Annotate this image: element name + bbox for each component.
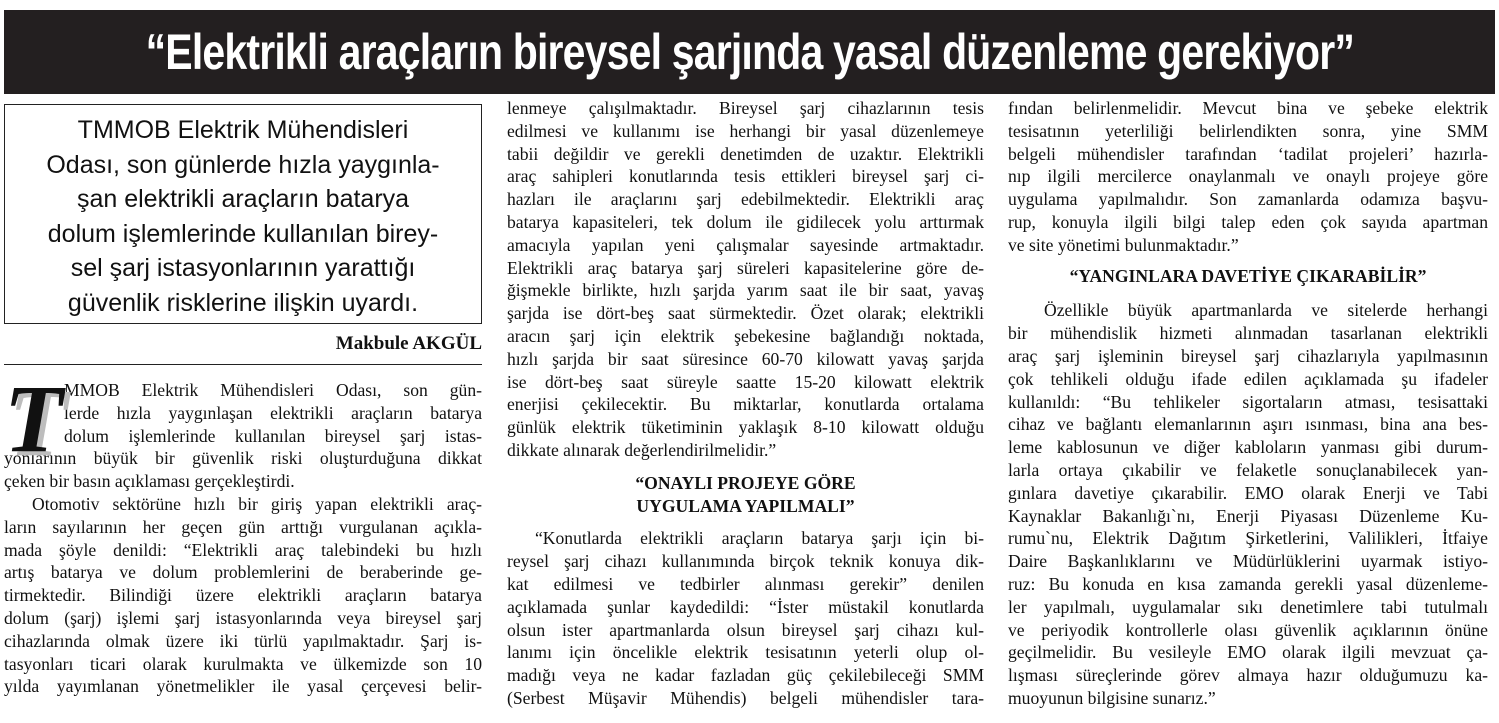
text-line: tesisatının yeterliliği belirlendikten sonra, yine SMM (1008, 120, 1488, 141)
text-line: muoyunun bilgisine sunarız.” (1008, 687, 1216, 708)
text-line: yılda yayımlanan yönetmelikler ile yasal çerçevesi belir- (4, 676, 482, 697)
text-line: Daire Başkanlıklarını ve Müdürlüklerini uyarmak istiyo- (1008, 551, 1488, 572)
text-line: yonlarının büyük bir güvenlik riski oluşturduğuna dikkat (4, 448, 482, 469)
text-line: ve periyodik kontrollerle olası güvenlik açıklarının önüne (1008, 619, 1488, 640)
lead-line: Odası, son günlerde hızla yaygınla- (46, 150, 440, 179)
text-line: reysel şarj cihazı kullanımında birçok teknik konuya dik- (507, 551, 984, 572)
drop-cap: T (4, 365, 63, 472)
column-2 (507, 97, 984, 710)
text-line: tabii değildir ve gerekli denetimden de uzaktır. Elektrikli (507, 143, 984, 164)
text-line: lenmeye çalışılmaktadır. Bireysel şarj cihazlarının tesis (507, 98, 984, 118)
lead-line: TMMOB Elektrik Mühendisleri (77, 116, 409, 144)
lead-line: şan elektrikli araçların batarya (76, 185, 410, 213)
text-line: larla ortaya çıkabilir ve felaketle sonuçlanabilecek yan- (1008, 459, 1488, 480)
text-line: lerde hızla yaygınlaşan elektrikli araçların batarya (64, 402, 482, 423)
text-line: hızlı şarjda bir saat süresince 60-70 kilowatt yavaş şarjda (507, 348, 984, 369)
subheading: UYGULAMA YAPILMALI” (636, 495, 855, 516)
text-line: rumu`nu, Elektrik Dağıtım Şirketlerini, Valilikleri, İtfaiye (1008, 528, 1488, 549)
text-line: günlük elektrik tüketiminin yaklaşık 8-10 kilowatt olduğu (507, 417, 984, 438)
text-line: artış batarya ve dolum problemlerini de beraberinde ge- (4, 562, 482, 583)
lead-line: dolum işlemlerinde kullanılan birey- (47, 219, 439, 248)
headline: “Elektrikli araçların bireysel şarjında yasal düzenleme gerekiyor” (145, 24, 1354, 80)
text-line: tasyonları ticari olarak kurulmakta ve ülkemizde son 10 (4, 653, 482, 674)
text-line: bir mühendislik hizmeti alınmadan tasarlanan elektrikli (1008, 323, 1488, 344)
text-line: madığı veya ne kadar fazladan güç çekilebileceği SMM (507, 665, 984, 686)
column-3 (1008, 97, 1488, 710)
text-line: ve site yönetimi bulunmaktadır.” (1008, 234, 1239, 255)
lead-box (4, 104, 482, 324)
text-line: amacıyla yapılan yeni çalışmalar sayesinde artmaktadır. (507, 234, 984, 255)
text-line: enerjisi çekilecektir. Bu miktarlar, konutlarda ortalama (507, 394, 984, 415)
text-line: ların sayılarının her geçen gün arttığı vurgulanan açıkla- (4, 516, 482, 537)
text-line: fından belirlenmelidir. Mevcut bina ve şebeke elektrik (1008, 98, 1488, 118)
text-line: Özellikle büyük apartmanlarda ve sitelerde herhangi (1044, 300, 1488, 321)
text-line: açıklamada şunlar kaydedildi: “İster müstakil konutlarda (507, 596, 984, 617)
text-line: (Serbest Müşavir Mühendis) belgeli mühendisler tara- (507, 687, 984, 708)
text-line: mada şöyle denildi: “Elektrikli araç talebindeki bu hızlı (4, 539, 482, 560)
divider (4, 364, 482, 365)
text-line: dikkate alınarak değerlendirilmelidir.” (507, 439, 777, 460)
text-line: belgeli mühendisler tarafından ‘tadilat projeleri’ hazırla- (1008, 143, 1488, 164)
text-line: kullanıldı: “Bu tehlikeler sigortaların atması, tesisattaki (1008, 391, 1488, 412)
text-line: leme kablosunun ve diğer kabloların yanması gibi durum- (1008, 437, 1488, 458)
text-line: lanımı için öncelikle elektrik tesisatının yeterli olup ol- (507, 642, 984, 663)
author-byline: Makbule AKGÜL (335, 333, 482, 354)
text-line: dolum (şarj) işlemi şarj istasyonlarında veya bireysel şarj (4, 607, 482, 628)
text-line: nıp ilgili mercilerce onaylanmalı ve onaylı projeye göre (1008, 166, 1488, 187)
text-line: Otomotiv sektörüne hızlı bir giriş yapan elektrikli araç- (32, 493, 482, 514)
text-line: lışması süreçlerinde görev almaya hazır olduğumuzu ka- (1008, 665, 1488, 686)
subheading: “YANGINLARA DAVETİYE ÇIKARABİLİR” (1069, 265, 1427, 286)
headline-banner (4, 10, 1495, 94)
text-line: uygulama yapılmalıdır. Son zamanlarda odamıza başvu- (1008, 189, 1488, 210)
text-line: ler yapılmalı, uygulamalar sıkı denetimlere tabi tutulmalı (1008, 596, 1488, 617)
text-line: şarjda ise dört-beş saat sürmektedir. Özet olarak; elektrikli (507, 303, 984, 324)
text-line: ise dört-beş saat süreyle saatte 15-20 kilowatt elektrik (507, 371, 984, 392)
text-line: Kaynaklar Bakanlığı`nı, Enerji Piyasası Düzenleme Ku- (1008, 505, 1488, 526)
column-1 (4, 365, 482, 698)
text-line: aracın şarj için elektrik şebekesine bağlandığı noktada, (507, 325, 984, 346)
text-line: olsun ister apartmanlarda olsun bireysel şarj cihazı kul- (507, 619, 984, 640)
text-line: edilmesi ve kullanımı ise herhangi bir yasal düzenlemeye (507, 120, 984, 141)
text-line: çeken bir basın açıklaması gerçekleştirdi. (4, 471, 295, 492)
lead-line: güvenlik risklerine ilişkin uyardı. (67, 288, 419, 317)
subheading: “ONAYLI PROJEYE GÖRE (635, 472, 856, 493)
text-line: Elektrikli araç batarya şarj süreleri kapasitelerine göre de- (507, 257, 984, 278)
text-line: gınlara davetiye çıkarabilir. EMO olarak Enerji ve Tabi (1008, 482, 1488, 503)
text-line: rup, konuyla ilgili bilgi talep eden çok sayıda apartman (1008, 211, 1488, 232)
text-line: ruz: Bu konuda en kısa zamanda gerekli yasal düzenleme- (1008, 573, 1488, 594)
text-line: geçilmelidir. Bu vesileyle EMO olarak ilgili mevzuat ça- (1008, 642, 1488, 663)
text-line: araç sahipleri konutlarında tesis ettikleri bireysel şarj ci- (507, 166, 984, 187)
text-line: çok tehlikeli olduğu ifade edilen açıklamada şu ifadeler (1008, 368, 1488, 389)
text-line: ğişmekle birlikte, hızlı şarjda yarım saat ile bir saat, yavaş (507, 280, 984, 301)
text-line: kat edilmesi ve tedbirler alınması gerekir” denilen (507, 573, 984, 594)
text-line: hazları ile araçlarını şarj edebilmektedir. Elektrikli araç (507, 189, 984, 210)
text-line: MMOB Elektrik Mühendisleri Odası, son gün- (64, 380, 482, 400)
text-line: “Konutlarda elektrikli araçların batarya şarjı için bi- (535, 528, 984, 549)
text-line: dolum işlemlerinde kullanılan bireysel şarj istas- (64, 425, 482, 446)
text-line: cihaz ve bağlantı elemanlarının aşırı ısınması, bina ana bes- (1008, 414, 1488, 435)
text-line: batarya kapasiteleri, tek dolum ile gidilecek yolu arttırmak (507, 211, 984, 232)
text-line: cihazlarında olmak üzere iki türlü yapılmaktadır. Şarj is- (4, 630, 482, 651)
text-line: tirmektedir. Bilindiği üzere elektrikli araçların batarya (4, 585, 482, 606)
text-line: araç şarj işleminin bireysel şarj cihazlarıyla yapılmasının (1008, 345, 1488, 366)
lead-line: sel şarj istasyonlarının yarattığı (70, 254, 416, 282)
